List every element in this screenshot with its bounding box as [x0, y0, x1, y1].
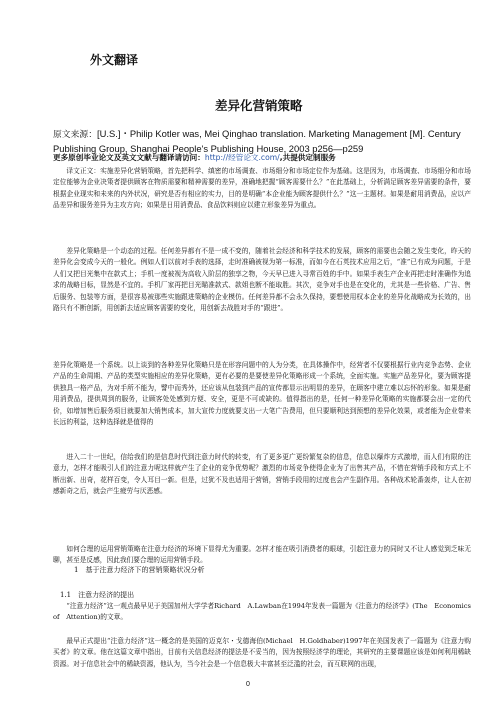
paragraph-1: 译文正文：实施差异化营销策略，首先把科学、缜密的市场调查、市场细分和市场定位作为基础。这是因为，市场调查、市场细分和市场定位能够为企业决策者提供顾客在物质需要和精神需要的差异，准确地把握“顾客需要什么？”在此基础上，分析满足顾客差异需要的条件，要根据企业现实和未来的内外状况，研究是否有相应的实力，目的是明确“本企业能为顾客提供什么？”这一主题材。如果是耐用消费品，应以产品差异和服务差异为主攻方向；如果是日用消费品、食品饮料则应以建立形象差异为重点。: [53, 167, 471, 210]
document-subtitle: 差异化营销策略: [215, 98, 303, 113]
subsection-heading: 1.1 注意力经济的提出: [60, 591, 135, 599]
paragraph-2: 差异化策略是一个动态的过程。任何差异都有不是一成不变的，随着社会经济和科学技术的发展，顾客的需要也会随之发生变化，昨天的差异化会变成今天的一般化。例如人们以前对手表的选择，走时准确被视为第一标准，而如今在石英技术应用之后，“准”已有成为问题，于是人们又把目光集中在款式上；手机一度被视为高收入阶层的独享之物，今天早已进入寻常百姓的手中。如果手表生产企业再把走时准确作为追求的战略目标，显然是不宜的。手机厂家再把目光瞄准款式、款姐也断不能取胜。其次，竞争对手也是在变化的，尤其是一些价格、广告、售后服务、包装等方面，是很容易被那些实施跟进策略的企业模仿。任何差异都不会永久保持，要想使用权本企业的差异化战略成为长效的，出路只有不断创新，用创新去适应顾客需要的变化，用创新去战胜对手的“跟进”。: [53, 247, 471, 313]
paragraph-4: 进入二十一世纪，信给我们的是信息时代到注意力时代的转变，有了更多更广更纷繁复杂的信息，信息以爆炸方式激增，而人们有限的注意力，怎样才能吸引人们的注意力呢这样就产生了企业的竞争优势呢？激烈的市场竞争使得企业为了出售其产品，不惜在营销手段和方式上不断出新、出奇，花样百变，令人耳目一新。但是，过犹不及也适用于营销，营销手段用的过度也会产生副作用。各种战术轮番轰炸，让人在初感新奇之后，就会产生疲劳与厌恶感。: [53, 453, 471, 496]
more-info-text: 更多原创毕业论文及英文文献与翻译请访问：: [53, 153, 205, 162]
paragraph-5: 如何合理的运用营销策略在注意力经济的环境下显得尤为重要。怎样才能在吸引消费者的眼球，引起注意力的同时又不让人感觉到乏味无聊，甚至是反感，因此我们要合理的运用营销手段。: [53, 545, 471, 565]
page-number: 0: [246, 681, 250, 688]
document-title: 外文翻译: [90, 53, 139, 67]
more-info-suffix: ,共提供定制服务: [279, 153, 336, 162]
source-citation: [53, 127, 471, 155]
source-text: [U.S.]・Philip Kotler was, Mei Qinghao translation. Marketing Management [M]. Century Publishing Group, Shanghai People's Publishing House, 2003 p256—p259: [53, 128, 461, 154]
paragraph-7: 最早正式提出“注意力经济”这一概念的是美国的迈克尔・戈德海伯(Michael H.Goldhaber)1997年在美国发表了一篇题为《注意力购买者》的文章。他在这篇文章中指出，目前有关信息经济的提法是不妥当的，因为按照经济学的理论，其研究的主要课题应该是如何利用稀缺资源。对于信息社会中的稀缺资源，他认为，当今社会是一个信息极大丰富甚至泛滥的社会，而互联网的出现，: [53, 637, 471, 668]
source-label: 原文来源：: [53, 130, 97, 140]
section-heading: 1 基于注意力经济下的营销策略状况分析: [74, 566, 205, 574]
paragraph-6: “注意力经济”这一观点最早见于美国加州大学学者Richard A.Lawban在1994年发表一篇题为《注意力的经济学》(The Economics of Attention)的文章。: [53, 602, 478, 622]
more-info-link[interactable]: http://经管论文.com/: [204, 153, 280, 162]
more-info-line: [53, 152, 473, 163]
paragraph-3: 差异化策略是一个系统。以上谈到的各种差异化策略只是在形容问题中的人为分类，在具体操作中，经营者不仅要根据行业内竞争态势、企业产品的生命周期、产品的类型实施相应的差异化策略，更有必要的是要使差异化策略形成一个系统，全面实施。实施产品差异化，要为顾客提供独具一格产品，为对手所不能为，譬中而秀外，还应该从包装到产品的宣传都显示出明显的差异，在顾客中建立难以忘怀的形象。如果是耐用消费品，提供周到的服务，让顾客处处感到方便、安全，更是不可或缺的。值得指出的是，任何一种差异化策略的实施都要会出一定的代价，如增加售后服务项目就要加大销售成本，加大宣传力度就要支出一大笔广告费用，但只要顺利达到预想的差异化效果，或者能为企业带来长远的利益，这种选择就是值得的: [53, 361, 471, 427]
